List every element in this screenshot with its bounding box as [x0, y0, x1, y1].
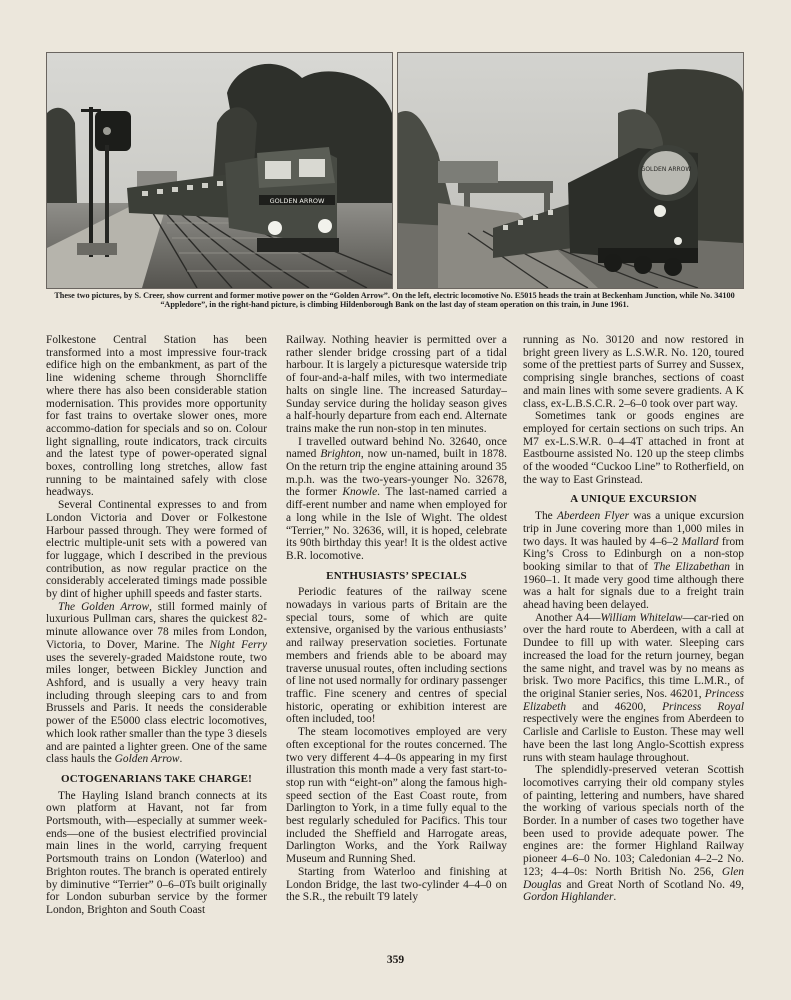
column-2	[286, 334, 507, 904]
loco-name: Gordon Highlander	[523, 891, 614, 904]
loco-name: Mallard	[681, 535, 719, 548]
text-run: Another A4—	[535, 611, 601, 624]
train-name: The Golden Arrow	[58, 600, 150, 613]
paragraph: Folkestone Central Station has been transformed into a most impressive four-track edifice high on the embankment, as part of the line widening scheme through Shorncliffe where there has also been considerable station modernisation. This provides more opportunity for fast trains to overtake slower ones, more accommo-dation for specials and so on. Colour light signalling, route indicators, track circuits and the latest type of power-operated signal boxes, controlling long stretches, allow fast running to be maintained safely with close headways.	[46, 334, 267, 499]
text-run: was a unique excursion trip in June covering more than 1,000 miles in two days. It was hauled by 4–6–2	[523, 510, 744, 548]
text-run: respectively were the engines from Aberdeen to Carlisle and Carlisle to Euston. These may well have been the last long Anglo-Scottish express runs with steam haulage throughout.	[523, 713, 744, 764]
paragraph	[46, 601, 267, 766]
paragraph	[523, 612, 744, 764]
loco-headboard: GOLDEN ARROW	[269, 197, 325, 205]
paragraph: running as No. 30120 and now restored in bright green livery as L.S.W.R. No. 120, toured some of the prettiest parts of Surrey and Sussex, comprising single branches, sections of coast and main lines with some severe gradients. A K class, ex-L.B.S.C.R. 2–6–0 took over part way.	[523, 334, 744, 410]
paragraph: The steam locomotives employed are very often exceptional for the routes concerned. The two very different 4–4–0s appearing in my first illustration this month made a very fast start-to-stop run with “eight-on” along the famous high-speed section of the East Coast route, from Darlington to York, in a time fully equal to the best regularly scheduled for Pacifics. This tour included the Sheffield and Harrogate areas, Darlington Works, and the York Railway Museum and Running Shed.	[286, 726, 507, 866]
page-number: 359	[386, 954, 405, 966]
text-run: and 46200,	[566, 700, 663, 713]
paragraph: Several Continental expresses to and from London Victoria and Dover or Folkestone Harbour passed through. They were formed of electric multiple-unit sets with a powered van for luggage, which I described in the previous contribution, as now regular practice on the considerably accelerated timings made possible by dint of higher uphill speeds and faster starts.	[46, 499, 267, 601]
text-run: from King’s Cross to Edinburgh on a non-stop booking similar to that of	[523, 535, 744, 573]
text-run: and Great North of Scotland No. 49,	[561, 878, 744, 891]
loco-name: Knowle	[342, 486, 378, 499]
text-run: , now un-named, built in 1878. On the return trip the engine attaining around 35 m.p.h. was the two-years-younger No. 32678, the former	[286, 448, 507, 499]
loco-name: Princess Elizabeth	[523, 687, 744, 713]
paragraph	[523, 510, 744, 612]
text-run: .	[179, 753, 183, 766]
paragraph	[523, 764, 744, 904]
paragraph	[286, 436, 507, 563]
paragraph: Starting from Waterloo and finishing at London Bridge, the last two-cylinder 4–4–0 on the S.R., the rebuilt T9 lately	[286, 865, 507, 904]
photo-strip	[46, 52, 743, 287]
train-name: Aberdeen Flyer	[556, 510, 630, 523]
text-run: —car-ried on over the hard route to Aberdeen, with a call at Dundee to fill up with water. Sleeping cars increased the load for the return journey, began the same night, and travel was by no means as brisk. Two more Pacifics, this time L.M.R., of the original Stanier series, Nos. 46201,	[523, 611, 744, 700]
text-run: The	[535, 510, 557, 523]
text-run: , still formed mainly of luxurious Pullman cars, shares the quickest 82-minute allowance over 78 miles from London, Victoria, to Dover, Marine. The	[46, 600, 267, 651]
loco-name: Brighton	[320, 448, 361, 461]
text-run: . The last-named carried a diff-erent number and name when employed for a long while in the Isle of Wight. The oldest “Terrier,” No. 32636, will, it is hoped, celebrate its 90th birthday this year! It is the oldest active B.R. locomotive.	[286, 486, 507, 562]
section-heading: ENTHUSIASTS’ SPECIALS	[326, 569, 467, 582]
text-run: uses the severely-graded Maidstone route, two miles longer, between Bickley Junction and Ashford, and is usually a very heavy train including through sleeping cars to and from Brussels and Paris. It needs the considerable power of the E5000 class electric locomotives, which look rather smaller than the type 3 diesels and are painted a lighter green. One of the same class hauls the	[46, 651, 267, 766]
loco-name: William Whitelaw	[600, 611, 683, 624]
section-heading: A UNIQUE EXCURSION	[570, 493, 697, 506]
paragraph: The Hayling Island branch connects at its own platform at Havant, not far from Portsmouth, with—especially at summer week-ends—one of the busiest electrified provincial main lines in the world, carrying frequent Portsmouth trains on London (Waterloo) and Brighton routes. The branch is operated entirely by diminutive “Terrier” 0–6–0Ts built originally for London suburban service by the former London, Brighton and South Coast	[46, 789, 267, 916]
text-run: .	[613, 891, 617, 904]
photo-caption: These two pictures, by S. Creer, show current and former motive power on the “Golden Arrow”. On the left, electric locomotive No. E5015 heads the train at Beckenham Junction, while No. 34100 “Appledore”, in the right-hand picture, is climbing Hildenborough Bank on the last day of steam operation on this train, in June 1961.	[54, 291, 735, 310]
loco-name: Princess Royal	[662, 700, 744, 713]
train-name: Night Ferry	[209, 638, 267, 651]
train-name: The Elizabethan	[653, 560, 730, 573]
train-name: Golden Arrow	[114, 753, 180, 766]
paragraph: Railway. Nothing heavier is permitted over a rather slender bridge crossing part of a tidal harbour. It is largely a picturesque waterside trip of four-and-a-half miles, with two intermediate halts on single line. The increased Saturday–Sunday service during the holiday season gives a half-hourly departure from each end. Alternate trains make the run non-stop in ten minutes.	[286, 334, 507, 435]
section-heading: OCTOGENARIANS TAKE CHARGE!	[60, 772, 252, 785]
photo-steam-locomotive	[397, 52, 744, 289]
text-run: in 1960–1. It made very good time although there was a halt for signals due to a freight train ahead having been delayed.	[523, 560, 745, 612]
column-1	[46, 334, 267, 917]
column-3	[523, 334, 744, 904]
text-run: I travelled outward behind No. 32640, once named	[286, 435, 507, 461]
paragraph: Periodic features of the railway scene nowadays in various parts of Britain are the special tours, some of which are quite extensive, organised by the various enthusiasts’ and railway preservation societies. Fortunate members and friends able to be aboard may traverse unusual routes, often including sections of line not used normally for ordinary passenger traffic. Fine scenery and centres of special historic, operating or exhibition interest are often included, too!	[286, 586, 507, 726]
loco-headboard: GOLDEN ARROW	[640, 166, 692, 173]
photo-electric-locomotive	[46, 52, 393, 289]
paragraph: Sometimes tank or goods engines are employed for certain sections on such trips. An M7 ex-L.S.W.R. 0–4–4T attached in front at Eastbourne assisted No. 120 up the steep climbs of the wooded “Cuckoo Line” to Rotherfield, on the way to East Grinstead.	[523, 410, 744, 486]
text-run: The splendidly-preserved veteran Scottish locomotives carrying their old company styles of painting, lettering and numbers, have shared the working of various specials north of the Border. In a number of cases two together have been used to provide adequate power. The engines are: the former Highland Railway pioneer 4–6–0 No. 103; Caledonian 4–2–2 No. 123; 4–4–0s: North British No. 256,	[523, 764, 744, 878]
loco-name: Glen Douglas	[523, 865, 744, 891]
